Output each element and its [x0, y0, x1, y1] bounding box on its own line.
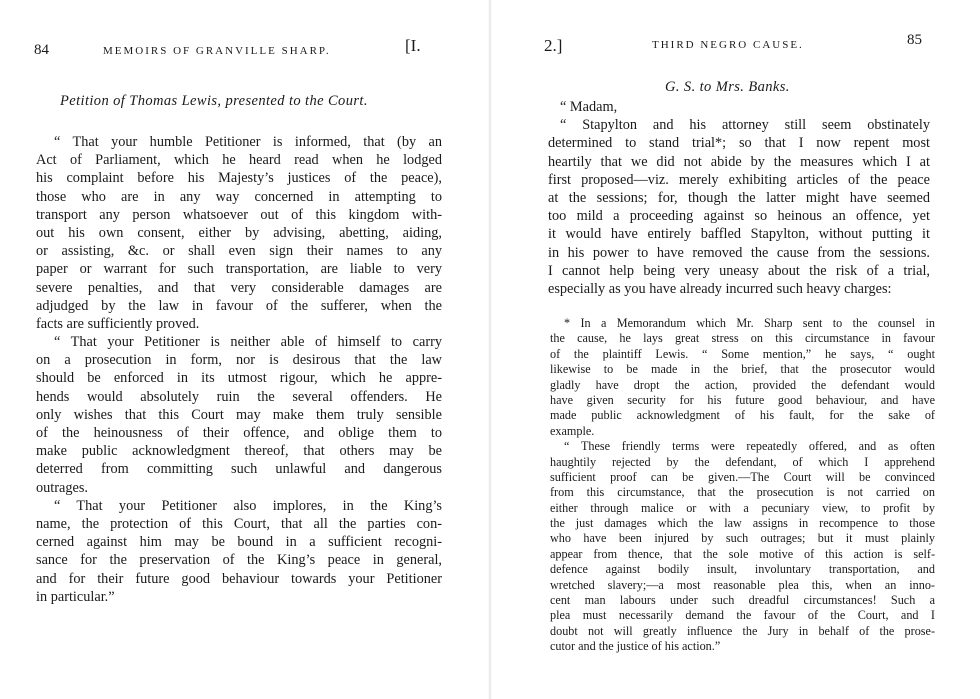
text-line: facts are sufficiently proved.: [36, 315, 200, 332]
text-line: example.: [550, 423, 595, 438]
text-line: “ That your Petitioner is neither able of himself to carry: [54, 334, 442, 351]
text-line: defence against bodily insult, involuntary transportation, and: [550, 562, 935, 577]
signature-mark: [I.: [405, 36, 421, 55]
text-line: cent man labours under such dreadful circumstances! Such a: [550, 593, 935, 608]
text-line: haughtily rejected by the defendant, of which I apprehend: [550, 454, 935, 469]
text-line: it would have entirely baffled Stapylton, without putting it: [548, 226, 930, 243]
text-line: either through malice or with a pecuniary view, to profit by: [550, 500, 935, 515]
text-line: “ These friendly terms were repeatedly offered, and as often: [564, 439, 935, 454]
letter-text: [548, 98, 930, 298]
text-line: cerned against him may be bound in a sufficient recogni-: [36, 534, 442, 551]
text-line: plea must necessarily demand the favour of the Court, and I: [550, 608, 935, 623]
right-page: [490, 0, 980, 699]
text-line: especially as you have already incurred such heavy charges:: [548, 280, 892, 297]
section-title: Petition of Thomas Lewis, presented to the Court.: [60, 93, 368, 109]
text-line: hends would absolutely ruin the several offenders. He: [36, 388, 442, 405]
text-line: too mild a proceeding against so heinous an offence, yet: [548, 208, 930, 225]
text-line: “ That your humble Petitioner is informed, that (by an: [54, 134, 442, 150]
text-line: “ That your Petitioner also implores, in the King’s: [54, 497, 442, 514]
text-line: of the plaintiff Lewis. “ Some mention,” he says, “ ought: [550, 346, 935, 361]
running-head: MEMOIRS OF GRANVILLE SHARP.: [103, 45, 331, 57]
text-line: I cannot help being very uneasy about the risk of a trial,: [548, 262, 930, 279]
signature-mark: 2.]: [544, 36, 563, 55]
text-line: paper or warrant for such transportation, are liable to very: [36, 261, 442, 278]
text-line: * In a Memorandum which Mr. Sharp sent to the counsel in: [564, 316, 935, 330]
text-line: the just damages which the law assigns in recompence to those: [550, 516, 935, 531]
text-line: make public acknowledgment thereof, that others may be: [36, 443, 442, 460]
text-line: cutor and the justice of his action.”: [550, 639, 721, 654]
text-line: at the sessions; for, though the latter might have seemed: [548, 189, 930, 206]
text-line: sufficient proof can be given.—The Court will be convinced: [550, 469, 935, 484]
text-line: or assisting, &c. or shall even sign their names to any: [36, 243, 442, 260]
text-line: from this circumstance, that the prosecution is not carried on: [550, 485, 935, 500]
text-line: on a prosecution in form, nor is desirous that the law: [36, 352, 442, 369]
text-line: “ Madam,: [560, 99, 618, 115]
text-line: deterred from committing such unlawful and dangerous: [36, 461, 442, 478]
text-line: Act of Parliament, which he heard read when he lodged: [36, 152, 442, 169]
text-line: have given security for his future good behaviour, and have: [550, 392, 935, 407]
text-line: in his power to have removed the cause from the sessions.: [548, 244, 930, 261]
text-line: the cause, he lays great stress on this circumstance in favour: [550, 331, 935, 346]
text-line: severe penalties, and that very considerable damages are: [36, 279, 442, 296]
footnote: [550, 316, 935, 655]
text-line: heartily that we did not abide by the measures which I at: [548, 153, 930, 170]
text-line: transport any person whatsoever out of this kingdom with-: [36, 206, 442, 223]
text-line: determined to stand trial*; so that I now repent most: [548, 135, 930, 152]
text-line: his complaint before his Majesty’s justices of the peace),: [36, 170, 442, 187]
text-line: adjudged by the law in favour of the sufferer, when the: [36, 297, 442, 314]
petition-text: [36, 133, 442, 606]
text-line: made public acknowledgment of his fault, for the sake of: [550, 408, 935, 423]
text-line: and for their future good behaviour towards your Petitioner: [36, 570, 442, 587]
page-number: 84: [34, 42, 49, 58]
text-line: doubt not will greatly influence the Jury in behalf of the prose-: [550, 623, 935, 638]
text-line: only wishes that this Court may make them truly sensible: [36, 406, 442, 423]
text-line: wretched slavery;—a most reasonable plea this, when an inno-: [550, 577, 935, 592]
text-line: sance for the preservation of the King’s peace in general,: [36, 552, 442, 569]
text-line: out his own consent, either by advising, abetting, aiding,: [36, 224, 442, 241]
text-line: who have been injured by such outrages; but it must plainly: [550, 531, 935, 546]
text-line: appear from thence, that the sole motive of this action is self-: [550, 546, 935, 561]
text-line: those who are in any way concerned in attempting to: [36, 188, 442, 205]
text-line: of the heinousness of their offence, and oblige them to: [36, 425, 442, 441]
text-line: “ Stapylton and his attorney still seem obstinately: [560, 117, 930, 134]
page-number: 85: [907, 32, 922, 48]
text-line: in particular.”: [36, 588, 115, 605]
text-line: should be enforced in its utmost rigour, which he appre-: [36, 370, 442, 387]
text-line: name, the protection of this Court, that all the parties con-: [36, 515, 442, 532]
text-line: outrages.: [36, 479, 89, 496]
running-head: THIRD NEGRO CAUSE.: [652, 39, 804, 51]
letter-title: G. S. to Mrs. Banks.: [665, 79, 790, 95]
text-line: likewise to be made in the brief, that the prosecutor would: [550, 362, 935, 377]
text-line: gladly have dropt the action, provided the defendant would: [550, 377, 935, 392]
text-line: first proposed—viz. merely exhibiting articles of the peace: [548, 171, 930, 188]
